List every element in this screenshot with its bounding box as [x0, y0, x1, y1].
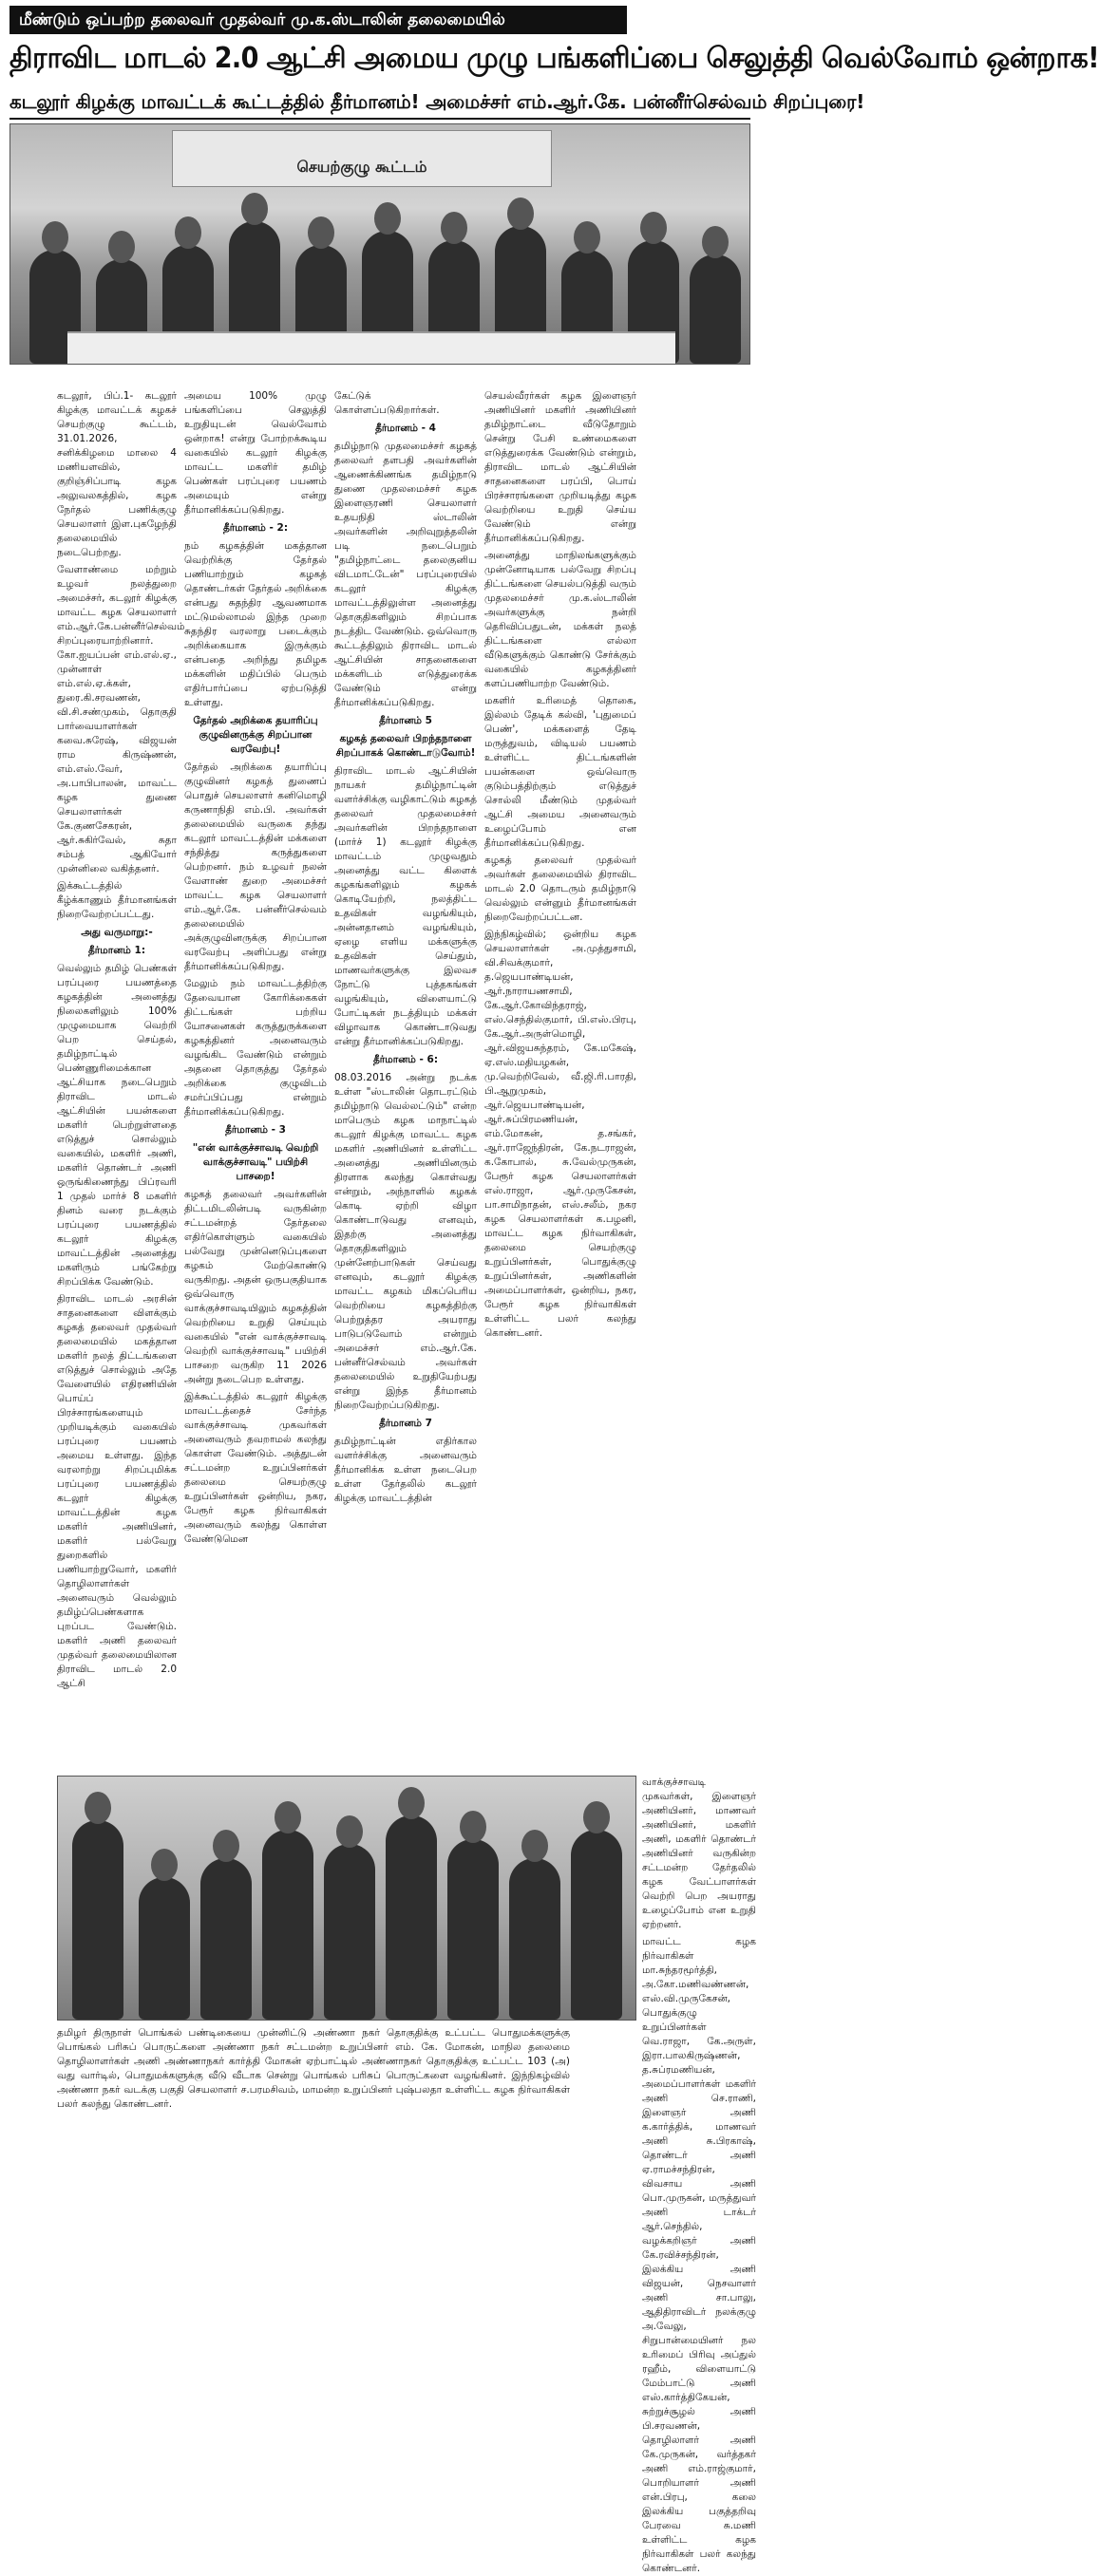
photo-banner — [172, 130, 552, 187]
photo-caption: தமிழர் திருநாள் பொங்கல் பண்டிகையை முன்னிட்டு அண்ணா நகர் தொகுதிக்கு உட்பட்ட பொதுமக்களுக்கு பொங்கல் பரிசுப் பொருட்களை அண்ணா நகர் சட்டமன்ற உறுப்பினர் எம். கே. மோகன், மாநில தலைமை தொழிலாளர்கள் அணி அண்ணாநகர் கார்த்தி மோகன் ஏற்பாட்டில் அண்ணாநகர் தொகுதிக்கு உட்பட்ட 103 (அ) வது வார்டில், பொதுமக்களுக்கு வீடு வீடாக சென்று பொங்கல் பரிசுப் பொருட்களை வழங்கினர். இந்நிகழ்வில் அண்ணா நகர் வடக்கு பகுதி செயலாளர் ச.பரமசிவம், மாமன்ற உறுப்பினர் புஷ்பலதா உள்ளிட்ட கழக நிர்வாகிகள் பலர் கலந்து கொண்டனர். — [57, 2027, 570, 2110]
paragraph: தேர்தல் அறிக்கை தயாரிப்பு குழுவினர் கழகத் துணைப் பொதுச் செயலாளர் கனிமொழி கருணாநிதி எம்.பி. அவர்கள் தலைமையில் வருகை தந்து கடலூர் மாவட்டத்தின் மக்களை சந்தித்து கருத்துகளை பெற்றனர். நம் உழவர் நலன் வேளாண் துறை அமைச்சர் மாவட்ட கழக செயலாளர் எம்.ஆர்.கே. பன்னீர்செல்வம் தலைமையில் அக்குழுவினருக்கு சிறப்பான வரவேற்பு அளிப்பது என்று தீர்மானிக்கப்படுகிறது. — [184, 762, 327, 972]
article-column-3 — [334, 389, 477, 1770]
resolution-heading: தீர்மானம் - 6: — [372, 1054, 439, 1065]
article-column-1 — [57, 389, 185, 1770]
article-column-4 — [484, 389, 636, 1770]
section-heading: கழகத் தலைவர் பிறந்தநாளை சிறப்பாகக் கொண்டாடுவோம்! — [335, 733, 476, 759]
paragraph: வாக்குச்சாவடி முகவர்கள், இளைஞர் அணியினர், மாணவர் அணியினர், மகளிர் அணி, மகளிர் தொண்டர் அணியினர் வருகின்ற சட்டமன்ற தேர்தலில் கழக வேட்பாளர்கள் வெற்றி பெற அயராது உழைப்போம் என உறுதி ஏற்றனர். — [642, 1777, 756, 1930]
paragraph: தமிழ்நாடு முதலமைச்சர் கழகத் தலைவர் தளபதி அவர்களின் ஆணைக்கிணங்க தமிழ்நாடு துணை முதலமைச்சர் கழக இளைஞரணி செயலாளர் உதயநிதி ஸ்டாலின் அவர்களின் அறிவுறுத்தலின் படி நடைபெறும் "தமிழ்நாட்டை தலைகுனிய விடமாட்டேன்" பரப்புரையில் கடலூர் கிழக்கு மாவட்டத்திலுள்ள அனைத்து தொகுதிகளிலும் சிறப்பாக நடத்திட வேண்டும். ஒவ்வொரு கூட்டத்திலும் திராவிட மாடல் ஆட்சியின் சாதனைகளை மக்களிடம் எடுத்துரைக்க வேண்டும் என்று தீர்மானிக்கப்படுகிறது. — [334, 441, 477, 708]
paragraph: தமிழ்நாட்டின் எதிர்கால வளர்ச்சிக்கு அனைவரும் தீர்மானிக்க உள்ள நடைபெற உள்ள தேர்தலில் கடலூர் கிழக்கு மாவட்டத்தின் — [334, 1436, 477, 1504]
person-figure — [139, 1877, 190, 2020]
person-figure — [447, 1839, 499, 2020]
person-figure — [324, 1844, 375, 2020]
resolution-heading: தீர்மானம் - 4 — [375, 423, 436, 434]
meeting-photo — [9, 123, 750, 365]
paragraph: கழகத் தலைவர் அவர்களின் திட்டமிடலின்படி வருகின்ற சட்டமன்றத் தேர்தலை எதிர்கொள்ளும் வகையில் பல்வேறு முன்னெடுப்புகளை கழகம் மேற்கொண்டு வருகிறது. அதன் ஒருபகுதியாக ஒவ்வொரு வாக்குச்சாவடியிலும் கழகத்தின் வெற்றியை உறுதி செய்யும் வகையில் "என் வாக்குச்சாவடி வெற்றி வாக்குச்சாவடி" பயிற்சி பாசறை வருகிற 11 2026 அன்று நடைபெற உள்ளது. — [184, 1189, 327, 1385]
article-column-2 — [184, 389, 327, 1770]
paragraph: செயல்வீரர்கள் கழக இளைஞர் அணியினர் மகளிர் அணியினர் தமிழ்நாட்டை வீடுதோறும் சென்று பேசி உண்மைகளை எடுத்துரைக்க வேண்டும் என்றும், திராவிட மாடல் ஆட்சியின் சாதனைகளை பரப்பி, பொய் பிரச்சாரங்களை முறியடித்து கழக வெற்றியை உறுதி செய்ய வேண்டும் என்று தீர்மானிக்கப்படுகிறது. — [484, 390, 636, 544]
person-figure — [386, 1815, 437, 2020]
photo-banner-text: செயற்குழு கூட்டம் — [296, 158, 427, 176]
paragraph: கடலூர், பிப்.1- கடலூர் கிழக்கு மாவட்டக் கழகச் செயற்குழு கூட்டம், 31.01.2026, சனிக்கிழமை மாலை 4 மணியளவில், குறிஞ்சிப்பாடி கழக அலுவலகத்தில், கழக நேர்தல் பணிக்குழு செயலாளர் இள.புகழேந்தி தலைமையில் நடைபெற்றது. — [57, 390, 177, 558]
paragraph: நம் கழகத்தின் மகத்தான வெற்றிக்கு தேர்தல் பணியாற்றும் கழகத் தொண்டர்கள் தேர்தல் அறிக்கை என்பது சுதந்திர ஆவணமாக மட்டுமல்லாமல் இந்த முறை சுதந்திர வரலாறு படைக்கும் அறிக்கையாக இருக்கும் என்பதை அறிந்து தமிழக மக்களின் மதிப்பில் பெரும் எதிர்பார்ப்பை ஏற்படுத்தி உள்ளது. — [184, 540, 327, 708]
pongal-gift-photo — [57, 1776, 636, 2021]
resolution-heading: தீர்மானம் 5 — [379, 715, 432, 726]
person-figure — [200, 1858, 252, 2020]
paragraph: மேலும் நம் மாவட்டத்திற்கு தேவையான கோரிக்கைகள் திட்டங்கள் பற்றிய யோசனைகள் கருத்துருக்களை கழகத்தினர் அனைவரும் வழங்கிட வேண்டும் என்றும் அதனை தொகுத்து தேர்தல் அறிக்கை குழுவிடம் சமர்ப்பிப்பது என்றும் தீர்மானிக்கப்படுகிறது. — [184, 978, 327, 1118]
person-figure — [690, 254, 741, 364]
resolution-heading: தீர்மானம் 7 — [379, 1418, 432, 1429]
person-figure — [509, 1858, 560, 2020]
paragraph: இக்கூட்டத்தில் கடலூர் கிழக்கு மாவட்டத்தைச் சேர்ந்த வாக்குச்சாவடி முகவர்கள் அனைவரும் தவறாமல் கலந்து கொள்ள வேண்டும். அத்துடன் சட்டமன்ற உறுப்பினர்கள் தலைமை செயற்குழு உறுப்பினர்கள் ஒன்றிய, நகர, பேரூர் கழக நிர்வாகிகள் அனைவரும் கலந்து கொள்ள வேண்டுமென — [184, 1391, 327, 1545]
subheading: அது வருமாறு:- — [81, 927, 153, 938]
paragraph: இக்கூட்டத்தில் கீழ்க்காணும் தீர்மானங்கள் நிறைவேற்றப்பட்டது. — [57, 880, 177, 920]
paragraph: திராவிட மாடல் ஆட்சியின் நாயகர் தமிழ்நாட்டின் வளர்ச்சிக்கு வழிகாட்டும் கழகத் தலைவர் முதலமைச்சர் அவர்களின் பிறந்தநாளை (மார்ச் 1) கடலூர் கிழக்கு மாவட்டம் முழுவதும் அனைத்து வட்ட கிளைக் கழகங்களிலும் கழகக் கொடியேற்றி, நலத்திட்ட உதவிகள் வழங்கியும், அன்னதானம் வழங்கியும், ஏழை எளிய மக்களுக்கு உதவிகள் செய்தும், மாணவர்களுக்கு இலவச நோட்டு புத்தகங்கள் வழங்கியும், விளையாட்டு போட்டிகள் நடத்தியும் மக்கள் விழாவாக கொண்டாடுவது என்று தீர்மானிக்கப்படுகிறது. — [334, 765, 477, 1047]
paragraph: 08.03.2016 அன்று நடக்க உள்ள "ஸ்டாலின் தொடரட்டும் தமிழ்நாடு வெல்லட்டும்" என்ற மாபெரும் கழக மாநாட்டில் கடலூர் கிழக்கு மாவட்ட கழக மகளிர் அணியினர் உள்ளிட்ட அனைத்து அணியினரும் திரளாக கலந்து கொள்வது என்றும், அந்நாளில் கழகக் கொடி ஏற்றி விழா கொண்டாடுவது எனவும், இதற்கு அனைத்து தொகுதிகளிலும் முன்னேற்பாடுகள் செய்வது எனவும், கடலூர் கிழக்கு மாவட்ட கழகம் மிகப்பெரிய வெற்றியை கழகத்திற்கு பெற்றுத்தர அயராது பாடுபடுவோம் என்றும் அமைச்சர் எம்.ஆர்.கே. பன்னீர்செல்வம் அவர்கள் தலைமையில் உறுதியேற்பது என்று இந்த தீர்மானம் நிறைவேற்றப்படுகிறது. — [334, 1072, 477, 1411]
resolution-heading: தீர்மானம் - 2: — [222, 522, 289, 534]
person-figure — [72, 1820, 123, 2020]
section-heading: தேர்தல் அறிக்கை தயாரிப்பு குழுவினருக்கு சிறப்பான வரவேற்பு! — [193, 715, 318, 755]
meeting-table — [67, 331, 675, 364]
paragraph: மாவட்ட கழக நிர்வாகிகள் மா.சுந்தரமூர்த்தி, அ.கோ.மணிவண்ணன், எஸ்.வி.முருகேசன், பொதுக்குழு உறுப்பினர்கள் வெ.ராஜா, கே.அருள், இரா.பாலகிருஷ்ணன், த.சுப்ரமணியன், அமைப்பாளர்கள் மகளிர் அணி செ.ராணி, இளைஞர் அணி க.கார்த்திக், மாணவர் அணி சு.பிரகாஷ், தொண்டர் அணி ஏ.ராமச்சந்திரன், விவசாய அணி பொ.முருகன், மருத்துவர் அணி டாக்டர் ஆர்.செந்தில், வழக்கறிஞர் அணி கே.ரவிச்சந்திரன், இலக்கிய அணி விஜயன், நெசவாளர் அணி சா.பாலு, ஆதிதிராவிடர் நலக்குழு அ.வேலு, சிறுபான்மையினர் நல உரிமைப் பிரிவு அப்துல் ரஹீம், விளையாட்டு மேம்பாட்டு அணி எஸ்.கார்த்திகேயன், சுற்றுச்சூழல் அணி பி.சரவணன், தொழிலாளர் அணி கே.முருகன், வர்த்தகர் அணி எம்.ராஜ்குமார், பொறியாளர் அணி என்.பிரபு, கலை இலக்கிய பகுத்தறிவு பேரவை சு.மணி உள்ளிட்ட கழக நிர்வாகிகள் பலர் கலந்து கொண்டனர். — [642, 1936, 756, 2574]
paragraph: அமைய 100% முழு பங்களிப்பை செலுத்தி உறுதியுடன் வெல்வோம் ஒன்றாக! என்று போற்றக்கூடிய வகையில் கடலூர் கிழக்கு மாவட்ட மகளிர் தமிழ் பெண்கள் பரப்புரை பயணம் அமையும் என்று தீர்மானிக்கப்படுகிறது. — [184, 390, 327, 516]
resolution-heading: தீர்மானம் 1: — [87, 945, 146, 956]
person-figure — [571, 1830, 622, 2020]
paragraph: வெல்லும் தமிழ் பெண்கள் பரப்புரை பயணத்தை கழகத்தின் அனைத்து நிலைகளிலும் 100% முழுமையாக வெற்றி பெற செய்தல், தமிழ்நாட்டில் பெண்ணுரிமைக்கான ஆட்சியாக நடைபெறும் திராவிட மாடல் ஆட்சியின் பயன்களை மகளிர் பெற்றுள்ளதை எடுத்துச் சொல்லும் வகையில், மகளிர் அணி, மகளிர் தொண்டர் அணி ஒருங்கிணைந்து பிப்ரவரி 1 முதல் மார்ச் 8 மகளிர் தினம் வரை நடக்கும் பரப்புரை பயணத்தில் கடலூர் கிழக்கு மாவட்டத்தின் அனைத்து மகளிரும் பங்கேற்று சிறப்பிக்க வேண்டும். — [57, 963, 177, 1288]
article-columns — [57, 389, 760, 1770]
kicker-banner: மீண்டும் ஒப்பற்ற தலைவர் முதல்வர் மு.க.ஸ்டாலின் தலைமையில் — [9, 6, 627, 34]
paragraph: வேளாண்மை மற்றும் உழவர் நலத்துறை அமைச்சர், கடலூர் கிழக்கு மாவட்ட கழக செயலாளர் எம்.ஆர்.கே.பன்னீர்செல்வம் சிறப்புரையாற்றினார். கோ.ஐயப்பன் எம்.எல்.ஏ., முன்னாள் எம்.எல்.ஏ.க்கள், துரை.கி.சரவணன், வி.சி.சண்முகம், தொகுதி பார்வையாளர்கள் கவை.சுரேஷ், விஜயன் ராம கிருஷ்ணன், எம்.எஸ்.வேர், அ.பாபிபாலன், மாவட்ட கழக துணை செயலாளர்கள் கே.குணசேகரன், ஆர்.சுகிர்வேல், சுதா சம்பத் ஆகியோர் முன்னிலை வகித்தனர். — [57, 564, 185, 874]
paragraph: அனைத்து மாநிலங்களுக்கும் முன்னோடியாக பல்வேறு சிறப்பு திட்டங்களை செயல்படுத்தி வரும் முதலமைச்சர் மு.க.ஸ்டாலின் அவர்களுக்கு நன்றி தெரிவிப்பதுடன், மக்கள் நலத் திட்டங்களை எல்லா வீடுகளுக்கும் கொண்டு சேர்க்கும் வகையில் கழகத்தினர் களப்பணியாற்ற வேண்டும். — [484, 550, 636, 689]
paragraph: கேட்டுக் கொள்ளப்படுகிறார்கள். — [334, 390, 440, 416]
person-figure — [262, 1830, 313, 2020]
section-heading: "என் வாக்குச்சாவடி வெற்றி வாக்குச்சாவடி" பயிற்சி பாசறை! — [192, 1142, 319, 1182]
paragraph: இந்நிகழ்வில்; ஒன்றிய கழக செயலாளர்கள் அ.முத்துசாமி, வி.சிவக்குமார், த.ஜெயபாண்டியன், ஆர்.நாராயணசாமி, கே.ஆர்.கோவிந்தராஜ், எஸ்.செந்தில்குமார், பி.எஸ்.பிரபு, கே.ஆர்.அருள்மொழி, ஆர்.விஜயசுந்தரம், கே.மகேஷ், ஏ.எஸ்.மதியழகன், மு.வெற்றிவேல், வீ.ஜி.ரி.பாரதி, பி.ஆறுமுகம், ஆர்.ஜெயபாண்டியன், ஆர்.சுப்பிரமணியன், எம்.மோகன், த.சங்கர், ஆர்.ராஜேந்திரன், கே.நடராஜன், க.கோபால், சு.வேல்முருகன், பேரூர் கழக செயலாளர்கள் எஸ்.ராஜா, ஆர்.முருகேசன், பா.சாமிநாதன், எஸ்.சலீம், நகர கழக செயலாளர்கள் க.பழனி, மாவட்ட கழக நிர்வாகிகள், தலைமை செயற்குழு உறுப்பினர்கள், பொதுக்குழு உறுப்பினர்கள், அணிகளின் அமைப்பாளர்கள், ஒன்றிய, நகர, பேரூர் கழக நிர்வாகிகள் உள்ளிட்ட பலர் கலந்து கொண்டனர். — [484, 929, 636, 1339]
paragraph: கழகத் தலைவர் முதல்வர் அவர்கள் தலைமையில் திராவிட மாடல் 2.0 தொடரும் தமிழ்நாடு வெல்லும் என்னும் தீர்மானங்கள் நிறைவேற்றப்பட்டன. — [484, 855, 636, 923]
headline: திராவிட மாடல் 2.0 ஆட்சி அமைய முழு பங்களிப்பை செலுத்தி வெல்வோம் ஒன்றாக! — [9, 42, 1099, 75]
article-column-5 — [642, 1776, 756, 2574]
subheadline: கடலூர் கிழக்கு மாவட்டக் கூட்டத்தில் தீர்மானம்! அமைச்சர் எம்.ஆர்.கே. பன்னீர்செல்வம் சிறப்புரை! — [9, 87, 750, 120]
paragraph: மகளிர் உரிமைத் தொகை, இல்லம் தேடிக் கல்வி, 'புதுமைப் பெண்', மக்களைத் தேடி மருத்துவம், விடியல் பயணம் உள்ளிட்ட திட்டங்களின் பயன்களை ஒவ்வொரு குடும்பத்திற்கும் எடுத்துச் சொல்லி மீண்டும் முதல்வர் ஆட்சி அமைய அனைவரும் உழைப்போம் என தீர்மானிக்கப்படுகிறது. — [484, 695, 636, 849]
resolution-heading: தீர்மானம் - 3 — [225, 1124, 286, 1136]
paragraph: திராவிட மாடல் அரசின் சாதனைகளை விளக்கும் கழகத் தலைவர் முதல்வர் தலைமையில் மகத்தான மகளிர் நலத் திட்டங்களை எடுத்துச் சொல்லும் அதே வேளையில் எதிரணியின் பொய்ப் பிரச்சாரங்களையும் முறியடிக்கும் வகையில் பரப்புரை பயணம் அமைய உள்ளது. இந்த வரலாற்று சிறப்புமிக்க பரப்புரை பயணத்தில் கடலூர் கிழக்கு மாவட்டத்தின் கழக மகளிர் அணியினர், மகளிர் பல்வேறு துறைகளில் பணியாற்றுவோர், மகளிர் தொழிலாளர்கள் அனைவரும் வெல்லும் தமிழ்ப்பெண்களாக புறப்பட வேண்டும். மகளிர் அணி தலைவர் முதல்வர் தலைமையிலான திராவிட மாடல் 2.0 ஆட்சி — [57, 1293, 177, 1689]
